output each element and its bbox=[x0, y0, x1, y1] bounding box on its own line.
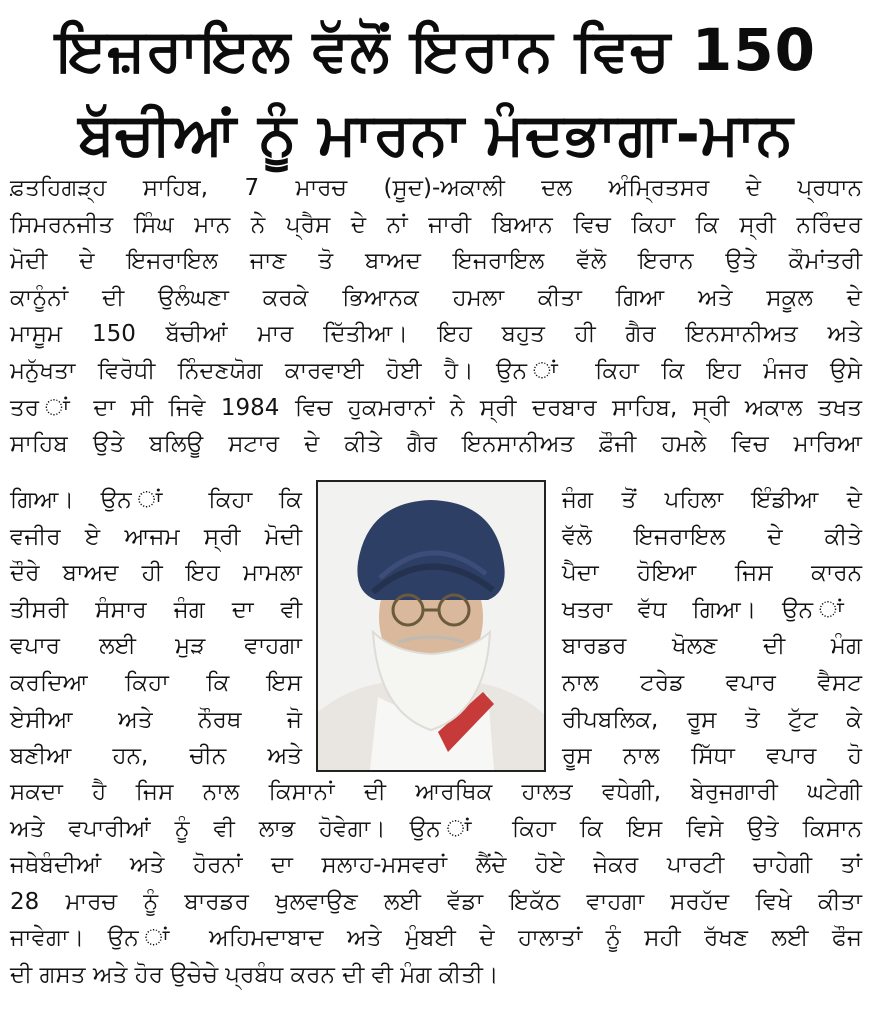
column-line: ਤੀਸਰੀ ਸੰਸਾਰ ਜੰਗ ਦਾ ਵੀ bbox=[10, 596, 302, 623]
body-line: ਦੀ ਗਸਤ ਅਤੇ ਹੋਰ ਉਚੇਚੇ ਪ੍ਰਬੰਧ ਕਰਨ ਦੀ ਵੀ ਮੰਗ ਕੀਤੀ। bbox=[10, 961, 499, 988]
portrait-photo bbox=[316, 480, 546, 772]
article-right-column bbox=[562, 482, 862, 775]
column-line: ਦੌਰੇ ਬਾਅਦ ਹੀ ਇਹ ਮਾਮਲਾ bbox=[10, 560, 302, 587]
column-line: ਬਾਰਡਰ ਖੋਲਣ ਦੀ ਮੰਗ bbox=[562, 633, 862, 660]
body-line: 28 ਮਾਰਚ ਨੂੰ ਬਾਰਡਰ ਖੁਲਵਾਉਣ ਲਈ ਵੱਡਾ ਇਕੱਠ ਵਾਹਗਾ ਸਰਹੱਦ ਵਿਖੇ ਕੀਤਾ bbox=[10, 888, 862, 915]
body-line: ਫ਼ਤਹਿਗੜ੍ਹ ਸਾਹਿਬ, 7 ਮਾਰਚ (ਸੂਦ)-ਅਕਾਲੀ ਦਲ ਅੰਮ੍ਰਿਤਸਰ ਦੇ ਪ੍ਰਧਾਨ bbox=[10, 175, 862, 201]
column-line: ਕਰਦਿਆ ਕਿਹਾ ਕਿ ਇਸ bbox=[10, 669, 302, 696]
column-line: ਏਸੀਆ ਅਤੇ ਨੌਰਥ ਜੋ bbox=[10, 706, 302, 733]
column-line: ਜੰਗ ਤੋਂ ਪਹਿਲਾ ਇੰਡੀਆ ਦੇ bbox=[562, 487, 862, 513]
body-line: ਸਿਮਰਨਜੀਤ ਸਿੰਘ ਮਾਨ ਨੇ ਪ੍ਰੈਸ ਦੇ ਨਾਂ ਜਾਰੀ ਬਿਆਨ ਵਿਚ ਕਿਹਾ ਕਿ ਸ੍ਰੀ ਨਰਿੰਦਰ bbox=[10, 211, 862, 238]
headline-line-1: ਇਜ਼ਰਾਇਲ ਵੱਲੋਂ ਇਰਾਨ ਵਿਚ 150 bbox=[55, 16, 816, 84]
body-line: ਸਕਦਾ ਹੈ ਜਿਸ ਨਾਲ ਕਿਸਾਨਾਂ ਦੀ ਆਰਥਿਕ ਹਾਲਤ ਵਧੇਗੀ, ਬੇਰੁਜਗਾਰੀ ਘਟੇਗੀ bbox=[10, 779, 862, 805]
column-line: ਪੈਦਾ ਹੋਇਆ ਜਿਸ ਕਾਰਨ bbox=[562, 560, 862, 587]
column-line: ਵੱਲੋ ਇਜਰਾਇਲ ਦੇ ਕੀਤੇ bbox=[562, 523, 862, 550]
column-line: ਖਤਰਾ ਵੱਧ ਗਿਆ। ਉਨ ਾਂ bbox=[562, 596, 862, 623]
column-line: ਬਣੀਆ ਹਨ, ਚੀਨ ਅਤੇ bbox=[10, 743, 302, 770]
headline bbox=[0, 8, 872, 176]
article-body-bottom bbox=[10, 774, 862, 994]
column-line: ਰੀਪਬਲਿਕ, ਰੂਸ ਤੋ ਟੁੱਟ ਕੇ bbox=[562, 706, 862, 733]
article-left-column bbox=[10, 482, 302, 775]
body-line: ਸਾਹਿਬ ਉਤੇ ਬਲਿਊ ਸਟਾਰ ਦੇ ਕੀਤੇ ਗੈਰ ਇਨਸਾਨੀਅਤ ਫ਼ੌਜੀ ਹਮਲੇ ਵਿਚ ਮਾਰਿਆ bbox=[10, 431, 862, 458]
column-line: ਰੂਸ ਨਾਲ ਸਿੱਧਾ ਵਪਾਰ ਹੋ bbox=[562, 743, 862, 770]
body-line: ਜਥੇਬੰਦੀਆਂ ਅਤੇ ਹੋਰਨਾਂ ਦਾ ਸਲਾਹ-ਮਸਵਰਾਂ ਲੈਂਦੇ ਹੋਏ ਜੇਕਰ ਪਾਰਟੀ ਚਾਹੇਗੀ ਤਾਂ bbox=[10, 852, 862, 879]
column-line: ਵਜੀਰ ਏ ਆਜਮ ਸ੍ਰੀ ਮੋਦੀ bbox=[10, 523, 302, 550]
column-line: ਗਿਆ। ਉਨ ਾਂ ਕਿਹਾ ਕਿ bbox=[10, 487, 302, 513]
column-line: ਨਾਲ ਟਰੇਡ ਵਪਾਰ ਵੈਸਟ bbox=[562, 669, 862, 696]
body-line: ਮਾਸੂਮ 150 ਬੱਚੀਆਂ ਮਾਰ ਦਿੱਤੀਆ। ਇਹ ਬਹੁਤ ਹੀ ਗੈਰ ਇਨਸਾਨੀਅਤ ਅਤੇ bbox=[10, 321, 862, 348]
body-line: ਤਰ ਾਂ ਦਾ ਸੀ ਜਿਵੇ 1984 ਵਿਚ ਹੁਕਮਰਾਨਾਂ ਨੇ ਸ੍ਰੀ ਦਰਬਾਰ ਸਾਹਿਬ, ਸ੍ਰੀ ਅਕਾਲ ਤਖਤ bbox=[10, 394, 862, 421]
headline-line-2: ਬੱਚੀਆਂ ਨੂੰ ਮਾਰਨਾ ਮੰਦਭਾਗਾ-ਮਾਨ bbox=[78, 100, 794, 168]
body-line: ਜਾਵੇਗਾ। ਉਨ ਾਂ ਅਹਿਮਦਾਬਾਦ ਅਤੇ ਮੁੰਬਈ ਦੇ ਹਾਲਾਤਾਂ ਨੂੰ ਸਹੀ ਰੱਖਣ ਲਈ ਫੌਜ bbox=[10, 925, 862, 952]
article-body-top bbox=[10, 170, 862, 463]
body-line: ਮਨੁੱਖਤਾ ਵਿਰੋਧੀ ਨਿੰਦਣਯੋਗ ਕਾਰਵਾਈ ਹੋਈ ਹੈ। ਉਨ ਾਂ ਕਿਹਾ ਕਿ ਇਹ ਮੰਜਰ ਉਸੇ bbox=[10, 357, 862, 384]
body-line: ਅਤੇ ਵਪਾਰੀਆਂ ਨੂੰ ਵੀ ਲਾਭ ਹੋਵੇਗਾ। ਉਨ ਾਂ ਕਿਹਾ ਕਿ ਇਸ ਵਿਸੇ ਉਤੇ ਕਿਸਾਨ bbox=[10, 815, 862, 842]
column-line: ਵਪਾਰ ਲਈ ਮੁੜ ਵਾਹਗਾ bbox=[10, 633, 302, 660]
body-line: ਕਾਨੂੰਨਾਂ ਦੀ ਉਲੰਘਣਾ ਕਰਕੇ ਭਿਆਨਕ ਹਮਲਾ ਕੀਤਾ ਗਿਆ ਅਤੇ ਸਕੂਲ ਦੇ bbox=[10, 284, 862, 311]
body-line: ਮੋਦੀ ਦੇ ਇਜਰਾਇਲ ਜਾਣ ਤੋ ਬਾਅਦ ਇਜਰਾਇਲ ਵੱਲੋ ਇਰਾਨ ਉਤੇ ਕੌਮਾਂਤਰੀ bbox=[10, 248, 862, 275]
